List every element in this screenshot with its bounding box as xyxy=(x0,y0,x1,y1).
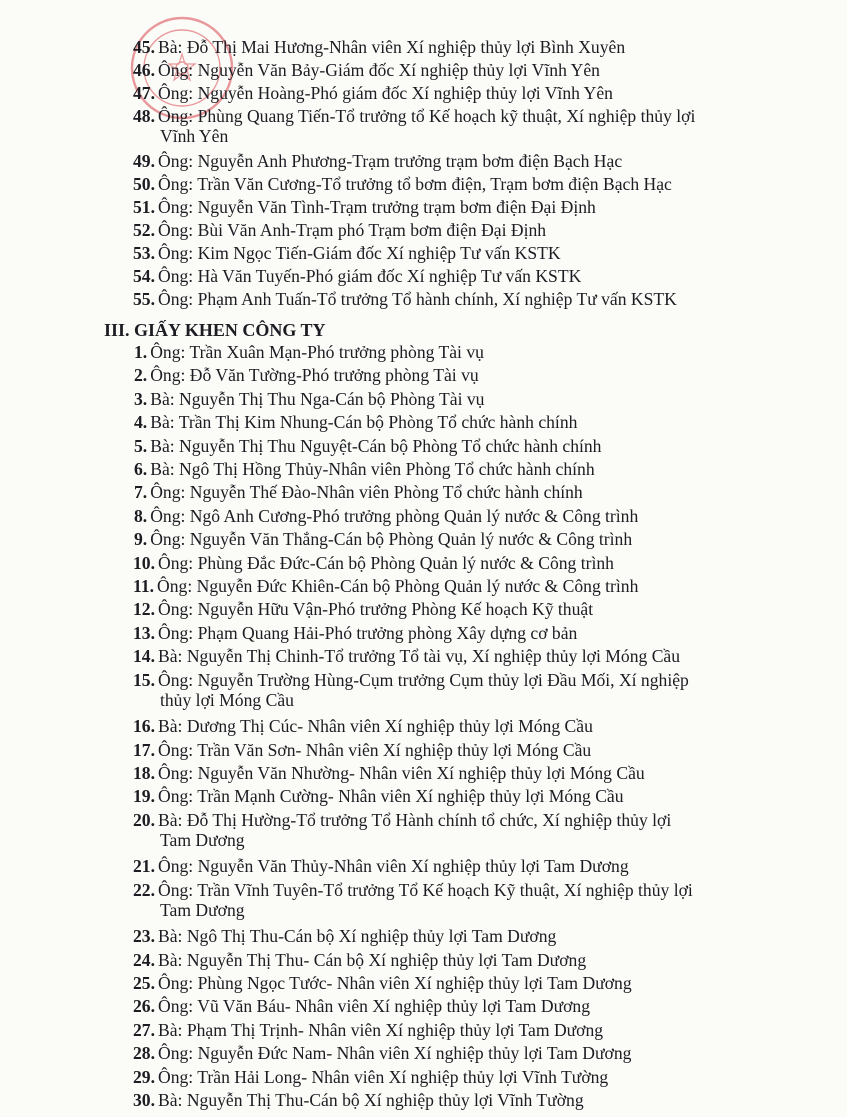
item-number: 12. xyxy=(133,599,155,620)
list-item xyxy=(133,173,672,196)
list-item xyxy=(133,715,593,738)
list-item xyxy=(133,949,586,972)
list-item xyxy=(133,265,581,288)
item-text: Bà: Dương Thị Cúc- Nhân viên Xí nghiệp thủy lợi Móng Cầu xyxy=(158,716,593,737)
item-text: Bà: Nguyễn Thị Thu- Cán bộ Xí nghiệp thủy lợi Tam Dương xyxy=(158,949,587,970)
list-item xyxy=(133,575,638,598)
list-item xyxy=(133,1089,584,1112)
item-text: Ông: Trần Văn Cương-Tổ trưởng tổ bơm điện, Trạm bơm điện Bạch Hạc xyxy=(158,174,672,194)
list-item xyxy=(133,855,629,878)
item-number: 55. xyxy=(133,289,155,309)
list-item xyxy=(133,995,590,1018)
list-item xyxy=(133,196,596,219)
item-number: 49. xyxy=(133,151,155,171)
list-item xyxy=(133,622,577,645)
item-text: Ông: Trần Vĩnh Tuyên-Tổ trưởng Tổ Kế hoạch Kỹ thuật, Xí nghiệp thủy lợi xyxy=(158,879,693,900)
item-text: Ông: Trần Văn Sơn- Nhân viên Xí nghiệp thủy lợi Móng Cầu xyxy=(158,739,592,760)
list-item xyxy=(133,552,614,575)
item-number: 21. xyxy=(133,856,155,877)
list-item xyxy=(133,288,677,311)
item-number: 5. xyxy=(134,435,148,456)
item-number: 1. xyxy=(134,342,148,362)
item-text: Bà: Ngô Thị Thu-Cán bộ Xí nghiệp thủy lợi Tam Dương xyxy=(158,926,557,947)
list-item xyxy=(133,219,546,242)
item-text: Ông: Trần Mạnh Cường- Nhân viên Xí nghiệp thủy lợi Móng Cầu xyxy=(158,786,624,807)
item-number: 48. xyxy=(133,106,155,126)
item-text: Bà: Ngô Thị Hồng Thủy-Nhân viên Phòng Tổ chức hành chính xyxy=(150,459,595,479)
item-number: 7. xyxy=(134,482,148,503)
list-item xyxy=(133,1019,603,1042)
item-text: Ông: Trần Xuân Mạn-Phó trưởng phòng Tài vụ xyxy=(150,342,484,362)
item-number: 4. xyxy=(134,412,148,433)
list-item xyxy=(134,481,583,504)
item-text: Bà: Nguyễn Thị Chinh-Tổ trưởng Tổ tài vụ, Xí nghiệp thủy lợi Móng Cầu xyxy=(158,646,681,667)
list-item xyxy=(133,1066,608,1089)
list-item xyxy=(133,1042,631,1065)
list-item xyxy=(133,645,680,668)
item-text: Ông: Vũ Văn Báu- Nhân viên Xí nghiệp thủy lợi Tam Dương xyxy=(158,996,591,1017)
item-number: 2. xyxy=(134,365,148,386)
item-number: 23. xyxy=(133,926,155,947)
item-number: 54. xyxy=(133,266,155,286)
list-item xyxy=(134,388,484,411)
item-number: 10. xyxy=(133,552,155,573)
item-number: 47. xyxy=(133,83,155,103)
list-item xyxy=(134,505,638,528)
item-text: Ông: Nguyễn Hoàng-Phó giám đốc Xí nghiệp thủy lợi Vĩnh Yên xyxy=(158,83,613,103)
item-text: Ông: Nguyễn Anh Phương-Trạm trưởng trạm bơm điện Bạch Hạc xyxy=(158,151,623,171)
item-number: 50. xyxy=(133,174,155,194)
item-text-continuation: Tam Dương xyxy=(160,899,245,920)
list-item xyxy=(133,598,593,621)
item-number: 29. xyxy=(133,1066,155,1087)
list-item xyxy=(133,59,600,82)
item-number: 53. xyxy=(133,243,155,263)
item-number: 51. xyxy=(133,197,155,217)
item-text: Ông: Nguyễn Đức Nam- Nhân viên Xí nghiệp thủy lợi Tam Dương xyxy=(158,1043,632,1064)
item-text: Bà: Phạm Thị Trịnh- Nhân viên Xí nghiệp thủy lợi Tam Dương xyxy=(158,1019,604,1040)
item-number: 52. xyxy=(133,220,155,240)
list-item xyxy=(133,242,561,265)
item-text: Ông: Nguyễn Văn Tình-Trạm trưởng trạm bơm điện Đại Định xyxy=(158,197,596,217)
list-item xyxy=(133,36,625,59)
item-text: Ông: Nguyễn Hữu Vận-Phó trưởng Phòng Kế hoạch Kỹ thuật xyxy=(158,599,594,620)
item-text: Ông: Nguyễn Thế Đào-Nhân viên Phòng Tổ chức hành chính xyxy=(150,482,583,503)
item-text: Bà: Đỗ Thị Mai Hương-Nhân viên Xí nghiệp thủy lợi Bình Xuyên xyxy=(158,37,626,57)
item-text: Bà: Đỗ Thị Hường-Tổ trưởng Tổ Hành chính tổ chức, Xí nghiệp thủy lợi xyxy=(158,809,672,830)
item-text: Bà: Nguyễn Thị Thu Nga-Cán bộ Phòng Tài vụ xyxy=(150,388,485,409)
list-item xyxy=(133,785,624,808)
item-text: Ông: Phạm Anh Tuấn-Tổ trưởng Tổ hành chính, Xí nghiệp Tư vấn KSTK xyxy=(158,289,677,309)
item-text: Bà: Nguyễn Thị Thu-Cán bộ Xí nghiệp thủy lợi Vĩnh Tường xyxy=(158,1089,584,1110)
list-item xyxy=(134,364,479,387)
list-item xyxy=(134,341,484,364)
list-item xyxy=(133,972,632,995)
list-item xyxy=(133,762,645,785)
item-text: Ông: Nguyễn Văn Thắng-Cán bộ Phòng Quản lý nước & Công trình xyxy=(150,529,633,550)
list-item xyxy=(133,150,622,173)
item-text: Bà: Nguyễn Thị Thu Nguyệt-Cán bộ Phòng Tổ chức hành chính xyxy=(150,435,602,456)
item-text: Ông: Hà Văn Tuyến-Phó giám đốc Xí nghiệp Tư vấn KSTK xyxy=(158,266,582,286)
section-title: III. GIẤY KHEN CÔNG TY xyxy=(104,320,326,340)
item-number: 18. xyxy=(133,762,155,783)
item-number: 46. xyxy=(133,60,155,80)
item-text-continuation: Vĩnh Yên xyxy=(160,126,229,146)
item-number: 9. xyxy=(134,529,148,550)
item-text: Bà: Trần Thị Kim Nhung-Cán bộ Phòng Tổ chức hành chính xyxy=(150,412,578,433)
item-number: 30. xyxy=(133,1089,155,1110)
item-number: 20. xyxy=(133,809,155,830)
item-number: 19. xyxy=(133,786,155,807)
item-number: 17. xyxy=(133,739,155,760)
list-item xyxy=(133,82,613,105)
item-text: Ông: Nguyễn Trường Hùng-Cụm trưởng Cụm thủy lợi Đầu Mối, Xí nghiệp xyxy=(158,669,689,690)
item-text: Ông: Phùng Ngọc Tước- Nhân viên Xí nghiệp thủy lợi Tam Dương xyxy=(158,972,632,993)
item-text: Ông: Phùng Quang Tiến-Tổ trưởng tổ Kế hoạch kỹ thuật, Xí nghiệp thủy lợi xyxy=(158,106,696,126)
item-text: Ông: Nguyễn Văn Thủy-Nhân viên Xí nghiệp thủy lợi Tam Dương xyxy=(158,856,629,877)
item-number: 27. xyxy=(133,1019,155,1040)
item-text: Ông: Phạm Quang Hải-Phó trưởng phòng Xây dựng cơ bản xyxy=(158,622,578,643)
item-number: 26. xyxy=(133,996,155,1017)
item-number: 13. xyxy=(133,622,155,643)
item-text: Ông: Ngô Anh Cương-Phó trưởng phòng Quản lý nước & Công trình xyxy=(150,505,639,526)
item-text: Ông: Phùng Đắc Đức-Cán bộ Phòng Quản lý nước & Công trình xyxy=(158,552,614,573)
list-item xyxy=(134,528,632,551)
item-number: 28. xyxy=(133,1043,155,1064)
list-item xyxy=(134,411,577,434)
item-text-continuation: thủy lợi Móng Cầu xyxy=(160,689,294,710)
item-number: 6. xyxy=(134,459,148,479)
item-number: 25. xyxy=(133,972,155,993)
list-item xyxy=(133,925,556,948)
item-number: 16. xyxy=(133,716,155,737)
item-number: 14. xyxy=(133,646,155,667)
item-text: Ông: Bùi Văn Anh-Trạm phó Trạm bơm điện Đại Định xyxy=(158,220,547,240)
item-number: 8. xyxy=(134,505,148,526)
item-text: Ông: Kim Ngọc Tiến-Giám đốc Xí nghiệp Tư vấn KSTK xyxy=(158,243,561,263)
item-text: Ông: Nguyễn Đức Khiên-Cán bộ Phòng Quản lý nước & Công trình xyxy=(157,576,639,596)
list-item xyxy=(134,435,601,458)
item-number: 3. xyxy=(134,388,148,409)
item-text: Ông: Nguyễn Văn Bảy-Giám đốc Xí nghiệp thủy lợi Vĩnh Yên xyxy=(158,60,600,80)
item-number: 45. xyxy=(133,37,155,57)
item-text: Ông: Trần Hải Long- Nhân viên Xí nghiệp thủy lợi Vĩnh Tường xyxy=(158,1066,609,1087)
item-number: 15. xyxy=(133,669,155,690)
item-number: 11. xyxy=(133,576,155,596)
item-text: Ông: Nguyễn Văn Nhường- Nhân viên Xí nghiệp thủy lợi Móng Cầu xyxy=(158,762,645,783)
item-number: 24. xyxy=(133,949,155,970)
item-text-continuation: Tam Dương xyxy=(160,829,245,850)
list-item xyxy=(133,739,591,762)
list-item xyxy=(134,458,595,481)
item-text: Ông: Đỗ Văn Tường-Phó trưởng phòng Tài vụ xyxy=(150,365,479,386)
item-number: 22. xyxy=(133,879,155,900)
